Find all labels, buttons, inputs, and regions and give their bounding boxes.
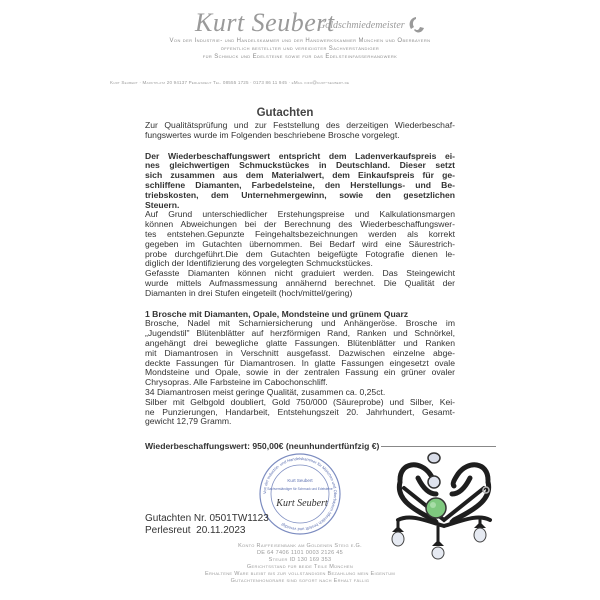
paragraph-gap xyxy=(145,299,455,310)
svg-text:Von der Industrie- und Handels xyxy=(262,456,338,532)
text-line: gewicht 12,79 Gramm. xyxy=(145,416,232,427)
text-line: sich zusammen aus dem Materialwert, dem Einkaufspreis für ge- xyxy=(145,170,455,181)
text-line: triebskosten, dem Unternehmergewinn, sowie den gesetzlichen xyxy=(145,189,455,200)
paragraph xyxy=(145,319,455,388)
text-line: Mondsteine und Opale, sowie in der zentralen Fassung ein grüner ovaler xyxy=(145,367,455,378)
text-line: können Abweichungen bei der Berechnung des Wiederbeschaffungswer- xyxy=(145,219,455,230)
text-line: Diamanten in drei Stufen eingeteilt (hoch/mittel/gering) xyxy=(145,287,353,298)
text-line: probe durchgeführt.Die dem Gutachten beigefügte Fotografie dienen le- xyxy=(145,248,455,259)
paragraph xyxy=(145,269,455,298)
text-line: Zur Qualitätsprüfung und zur Feststellung des derzeitigen Wiederbeschaf- xyxy=(145,120,455,130)
text-line: wurde mittels Aufmassmessung annähernd berechnet. Die Qualität der xyxy=(145,277,455,288)
text-line: mit Diamantrosen in Verschnitt ausgefasst. Dazwischen einzelne abge- xyxy=(145,347,455,358)
divider-line xyxy=(381,446,496,447)
letterhead-logo-name: Kurt Seubert xyxy=(195,8,335,37)
paragraph xyxy=(145,210,455,269)
paragraph xyxy=(145,398,455,427)
document-body xyxy=(145,121,455,427)
place-date: Perlesreut 20.11.2023 xyxy=(145,525,246,536)
letterhead-line-3: für Schmuck und Edelsteine sowie für das Edelsteinfasserhandwerk xyxy=(202,54,398,60)
stamp-name: Kurt Seubert xyxy=(287,478,313,483)
footer xyxy=(0,543,600,585)
text-line: tes entstehen.Gepunzte Feingehaltsbezeichnungen werden als korrekt xyxy=(145,228,455,239)
text-line: Brosche, Nadel mit Scharniersicherung und Anhängeröse. Brosche im xyxy=(145,318,455,329)
text-line: Auf Grund unterschiedlicher Erstehungspreise und Kalkulationsmargen xyxy=(145,209,455,220)
text-line: 34 Diamantrosen meist geringe Qualität, zusammen ca. 0,25ct. xyxy=(145,386,386,397)
bold-paragraph xyxy=(145,152,455,211)
text-line: gegeben im Gutachten übernommen. Bei Bedarf wird eine Säurestrich- xyxy=(145,238,455,249)
paragraph xyxy=(145,121,455,141)
text-line: Silber mit Gelbgold doubliert, Gold 750/000 (Säureprobe) und Silber, Kei- xyxy=(145,396,455,407)
replacement-value: Wiederbeschaffungswert: 950,00€ (neunhundertfünfzig €) xyxy=(145,441,380,451)
letterhead-line-1: Von der Industrie- und Handelskammer und der Handwerkskammer München und Oberbayern xyxy=(169,38,431,44)
text-line: fungswertes wurde im Folgenden beschriebene Brosche vorgelegt. xyxy=(145,129,400,140)
paragraph-gap xyxy=(145,141,455,152)
footer-jurisdiction: Gerichtsstand für beide Teile München xyxy=(246,564,354,570)
text-line: schliffene Diamanten, Farbedelsteine, den Herstellungs- und Be- xyxy=(145,179,455,190)
footer-tax-id: Steuer ID 130 169 353 xyxy=(268,557,332,563)
stamp-subtitle: Sachverständiger für Schmuck und Edelsteine xyxy=(267,487,333,491)
text-line: „Jugendstil" Blütenblätter auf herzförmigen Rand, Ranken und Schnörkel, xyxy=(145,328,455,339)
letterhead-tagline: Goldschmiedemeister xyxy=(318,20,405,31)
stamp-ring-text: Von der Industrie- und Handelskammer für München und Oberbayern öffentlich bestellt und vereidigt xyxy=(261,455,339,533)
text-line: angehängt drei bewegliche glatte Fassungen. Blütenblätter und Ranken xyxy=(145,337,455,348)
letterhead-emblem-icon xyxy=(405,14,427,36)
text-line: Chrysopras. Alle Farbsteine im Cabochonschliff. xyxy=(145,377,328,388)
footer-bank: Konto Raiffeisenbank am Goldenen Steig e.G. xyxy=(238,543,362,549)
letterhead-address: Kurt Seubert · Marktplatz 20 94137 Perlesreut Tel. 08555 1725 · 0173 86 11 945 · eMail info@kurt-seubert.de xyxy=(110,80,350,85)
text-line: ne Punzierungen, Handarbeit, Entstehungszeit 20. Jahrhundert, Gesamt- xyxy=(145,406,455,417)
footer-fees: Gutachtenhonorare sind sofort nach Erhalt fällig xyxy=(230,578,370,584)
text-line: Steuern. xyxy=(145,199,180,210)
footer-iban: DE 64 7406 1101 0003 2126 45 xyxy=(257,550,343,556)
text-line: nes gleichwertigen Schmuckstückes in Deutschland. Dieser setzt xyxy=(145,160,455,171)
text-line: Der Wiederbeschaffungswert entspricht dem Ladenverkaufspreis ei- xyxy=(145,150,455,161)
official-stamp xyxy=(258,452,342,536)
document-title: Gutachten xyxy=(256,107,314,119)
signature: Kurt Seubert xyxy=(276,498,328,509)
text-line: 1 Brosche mit Diamanten, Opale, Mondsteine und grünem Quarz xyxy=(145,308,409,319)
report-info xyxy=(145,513,269,537)
text-line: deckte Fassungen für Diamantrosen. In glatte Fassungen eingesetzt ovale xyxy=(145,357,455,368)
report-number: Gutachten Nr. 0501TW1123 xyxy=(145,513,269,524)
footer-ownership: Erhaltene Ware bleibt bis zur vollständigen Bezahlung mein Eigentum xyxy=(204,571,396,577)
text-line: diglich der Identifizierung des vorgelegten Schmuckstückes. xyxy=(145,258,373,269)
text-line: Gefasste Diamanten können nicht graduiert werden. Das Steingewicht xyxy=(145,268,455,279)
letterhead-line-2: öffentlich bestellter und vereidigter Sachverständiger xyxy=(220,46,380,52)
